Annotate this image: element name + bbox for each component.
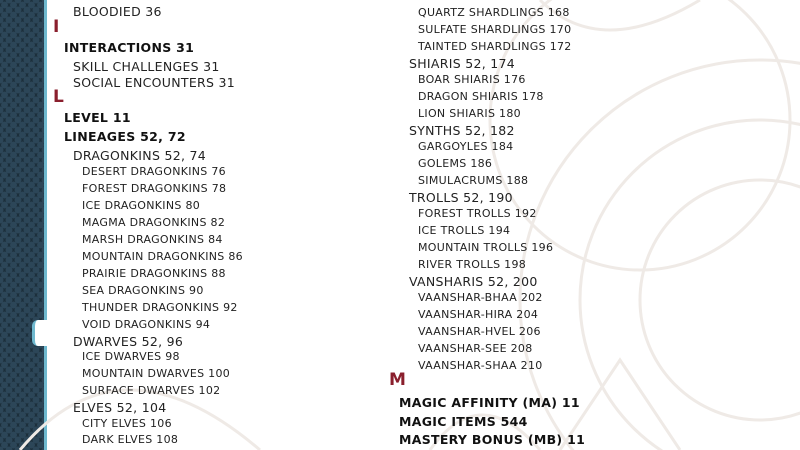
index-entry-lineages: LINEAGES 52, 72 xyxy=(64,129,186,144)
index-entry-lion-shiaris: LION SHIARIS 180 xyxy=(418,107,521,120)
index-entry-magma-dragonkins: MAGMA DRAGONKINS 82 xyxy=(82,216,226,229)
index-entry-magic-affinity: MAGIC AFFINITY (MA) 11 xyxy=(399,395,580,410)
index-entry-ice-dragonkins: ICE DRAGONKINS 80 xyxy=(82,199,201,212)
index-entry-vaanshar-bhaa: VAANSHAR-BHAA 202 xyxy=(418,291,543,304)
index-entry-ice-dwarves: ICE DWARVES 98 xyxy=(82,350,180,363)
index-entry-vaanshar-shaa: VAANSHAR-SHAA 210 xyxy=(418,359,543,372)
index-entry-gargoyles: GARGOYLES 184 xyxy=(418,140,514,153)
index-entry-ice-trolls: ICE TROLLS 194 xyxy=(418,224,511,237)
index-entry-trolls: TROLLS 52, 190 xyxy=(409,190,513,205)
index-entry-forest-trolls: FOREST TROLLS 192 xyxy=(418,207,537,220)
section-letter-l: L xyxy=(53,87,64,107)
index-entry-vansharis: VANSHARIS 52, 200 xyxy=(409,274,538,289)
index-entry-dwarves: DWARVES 52, 96 xyxy=(73,334,184,349)
index-entry-prairie-dragonkins: PRAIRIE DRAGONKINS 88 xyxy=(82,267,226,280)
index-entry-sulfate-shardlings: SULFATE SHARDLINGS 170 xyxy=(418,23,572,36)
index-entry-simulacrums: SIMULACRUMS 188 xyxy=(418,174,529,187)
index-entry-sea-dragonkins: SEA DRAGONKINS 90 xyxy=(82,284,204,297)
hex-pattern-sidebar xyxy=(0,0,47,450)
index-entry-vaanshar-hvel: VAANSHAR-HVEL 206 xyxy=(418,325,541,338)
index-entry-city-elves: CITY ELVES 106 xyxy=(82,417,172,430)
index-entry-skill-challenges: SKILL CHALLENGES 31 xyxy=(73,59,220,74)
index-entry-mastery-bonus: MASTERY BONUS (MB) 11 xyxy=(399,432,586,447)
index-entry-thunder-dragonkins: THUNDER DRAGONKINS 92 xyxy=(82,301,238,314)
index-entry-boar-shiaris: BOAR SHIARIS 176 xyxy=(418,73,526,86)
index-entry-mountain-dwarves: MOUNTAIN DWARVES 100 xyxy=(82,367,231,380)
index-entry-level: LEVEL 11 xyxy=(64,110,131,125)
index-entry-marsh-dragonkins: MARSH DRAGONKINS 84 xyxy=(82,233,223,246)
section-letter-m: M xyxy=(389,370,406,390)
section-letter-i: I xyxy=(53,17,60,37)
index-entry-synths: SYNTHS 52, 182 xyxy=(409,123,515,138)
index-entry-bloodied: BLOODIED 36 xyxy=(73,4,162,19)
index-entry-shiaris: SHIARIS 52, 174 xyxy=(409,56,516,71)
index-entry-desert-dragonkins: DESERT DRAGONKINS 76 xyxy=(82,165,226,178)
index-entry-dark-elves: DARK ELVES 108 xyxy=(82,433,179,446)
index-entry-tainted-shardlings: TAINTED SHARDLINGS 172 xyxy=(418,40,572,53)
index-entry-quartz-shardlings: QUARTZ SHARDLINGS 168 xyxy=(418,6,570,19)
index-entry-elves: ELVES 52, 104 xyxy=(73,400,167,415)
index-entry-dragon-shiaris: DRAGON SHIARIS 178 xyxy=(418,90,544,103)
index-entry-vaanshar-see: VAANSHAR-SEE 208 xyxy=(418,342,533,355)
index-entry-surface-dwarves: SURFACE DWARVES 102 xyxy=(82,384,221,397)
index-entry-golems: GOLEMS 186 xyxy=(418,157,493,170)
index-entry-social-encounters: SOCIAL ENCOUNTERS 31 xyxy=(73,75,236,90)
index-entry-dragonkins: DRAGONKINS 52, 74 xyxy=(73,148,207,163)
index-entry-magic-items: MAGIC ITEMS 544 xyxy=(399,414,528,429)
index-entry-vaanshar-hira: VAANSHAR-HIRA 204 xyxy=(418,308,539,321)
index-entry-interactions: INTERACTIONS 31 xyxy=(64,40,195,55)
sidebar-notch xyxy=(32,320,51,346)
index-entry-void-dragonkins: VOID DRAGONKINS 94 xyxy=(82,318,211,331)
index-entry-river-trolls: RIVER TROLLS 198 xyxy=(418,258,527,271)
index-entry-mountain-trolls: MOUNTAIN TROLLS 196 xyxy=(418,241,554,254)
index-entry-mountain-dragonkins: MOUNTAIN DRAGONKINS 86 xyxy=(82,250,243,263)
index-entry-forest-dragonkins: FOREST DRAGONKINS 78 xyxy=(82,182,227,195)
